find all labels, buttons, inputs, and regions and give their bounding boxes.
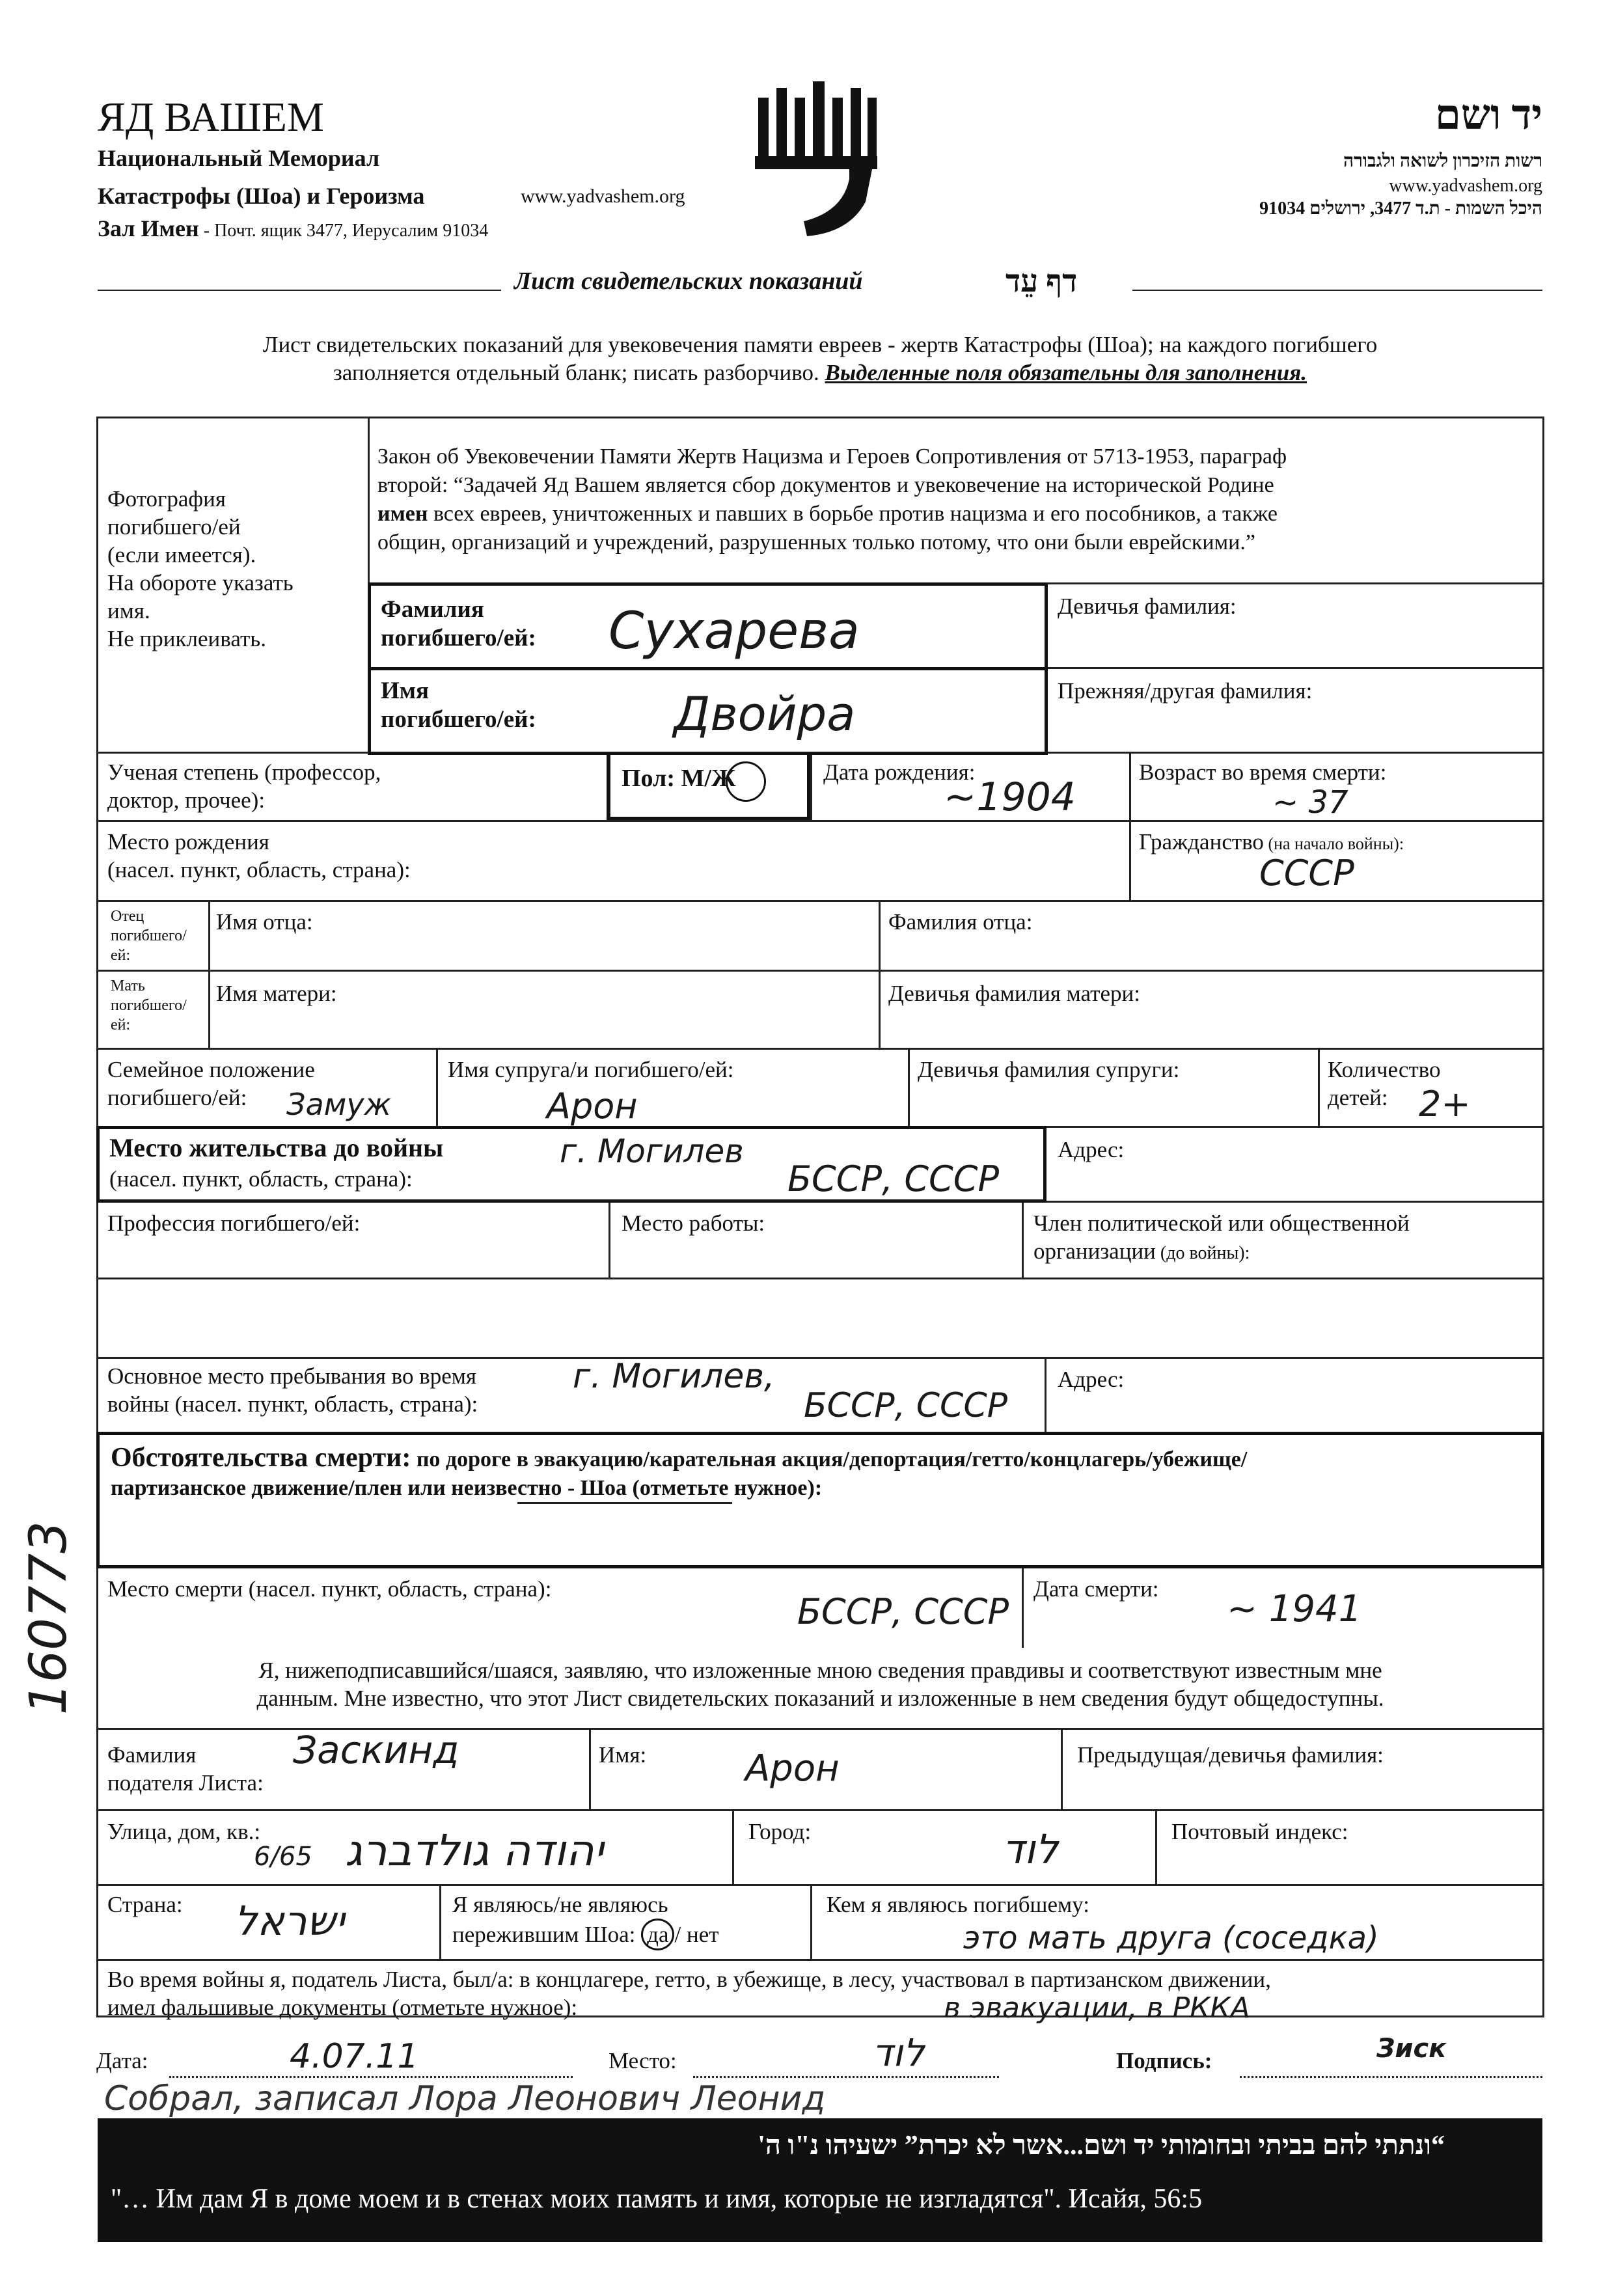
spouse-value[interactable]: Арон	[547, 1086, 638, 1127]
residence-note: (насел. пункт, область, страна):	[109, 1166, 413, 1192]
intro-line1: Лист свидетельских показаний для увековечения памяти евреев - жертв Катастрофы (Шоа); на каждого погибшего	[262, 332, 1378, 357]
margin-record-number: 160773	[20, 1521, 78, 1715]
country-label: Страна:	[107, 1892, 183, 1917]
submitter-name-label: Имя:	[599, 1742, 647, 1768]
date-value[interactable]: 4.07.11	[290, 2037, 419, 2076]
father-tag: Отец погибшего/ ей:	[111, 908, 187, 964]
death-date-value[interactable]: ~ 1941	[1227, 1588, 1362, 1630]
mother-tag: Мать погибшего/ ей:	[111, 977, 187, 1033]
intro-plain: заполняется отдельный бланк; писать разборчиво.	[333, 360, 825, 385]
street-label: Улица, дом, кв.:	[107, 1819, 261, 1844]
hall-of-names: Зал Имен	[98, 215, 199, 241]
mother-maiden-label: Девичья фамилия матери:	[888, 981, 1140, 1006]
survivor-no[interactable]: нет	[686, 1922, 719, 1947]
citizenship-label: Гражданство (на начало войны):	[1139, 829, 1404, 854]
website-left: www.yadvashem.org	[521, 185, 685, 207]
children-label: Количество детей:	[1328, 1057, 1441, 1110]
signature-value[interactable]: Зиск	[1376, 2034, 1447, 2064]
first-name-label: Имя погибшего/ей:	[381, 677, 536, 733]
relation-value[interactable]: это мать друга (соседка)	[963, 1920, 1379, 1956]
city-value[interactable]: לוד	[1002, 1825, 1058, 1873]
date-line	[169, 2076, 573, 2078]
footer-quote-he: “ונתתי להם בביתי ובחומותי יד ושם...אשר לא יכרת” ישעיהו נ"ו ה'	[758, 2131, 1445, 2161]
father-name-label: Имя отца:	[216, 909, 313, 935]
country-value[interactable]: ישראל	[234, 1897, 345, 1945]
law-text: Закон об Увековечении Памяти Жертв Нацизма и Героев Сопротивления от 5713-1953, параграф второй: “Задачей Яд Вашем является сбор документов и увековечение на исторической Родине имен всех евреев, уничтоженных и павших в борьбе против нацизма и его пособников, а также общин, организаций и учреждений, разрушенных только потому, что они были еврейскими.”	[377, 444, 1287, 554]
sex-circle-mark	[726, 761, 766, 802]
wartime-place-city[interactable]: г. Могилев,	[573, 1357, 775, 1396]
city-label: Город:	[748, 1819, 812, 1844]
org-sub1: Национальный Мемориал	[98, 145, 380, 171]
footer-quote-band	[98, 2118, 1542, 2242]
profession-label: Профессия погибшего/ей:	[107, 1210, 361, 1236]
war-experience-label: Во время войны я, податель Листа, был/а: в концлагере, гетто, в убежище, в лесу, участвовал в партизанском движении, имел фальшивые документы (отметьте нужное):	[107, 1967, 1271, 2020]
place-value[interactable]: לוד	[872, 2030, 925, 2075]
marital-label: Семейное положение погибшего/ей:	[107, 1057, 315, 1110]
website-right: www.yadvashem.org	[1389, 176, 1542, 196]
unknown-shoa-underline	[517, 1502, 732, 1504]
po-box: - Почт. ящик 3477, Иерусалим 91034	[198, 221, 489, 241]
mother-name-label: Имя матери:	[216, 981, 337, 1006]
declaration-text: Я, нижеподписавшийся/шаяся, заявляю, что изложенные мною сведения правдивы и соответствуют известным мне данным. Мне известно, что этот Лист свидетельских показаний и изложенные в нем сведения будут общедоступны.	[256, 1658, 1384, 1711]
title-rule-right	[1132, 290, 1542, 291]
date-label: Дата:	[96, 2048, 148, 2073]
survivor-label: Я являюсь/не являюсь пережившим Шоа: да / нет	[452, 1891, 719, 1950]
birth-date-value[interactable]: ~1904	[944, 774, 1076, 820]
street-value[interactable]: 6/65	[254, 1842, 312, 1872]
maiden-name-label: Девичья фамилия:	[1058, 594, 1237, 619]
survivor-yes[interactable]: да	[641, 1919, 674, 1950]
street-value-he[interactable]: יהודה גולדברג	[345, 1825, 604, 1876]
org-name-he: יד ושם	[1434, 92, 1542, 138]
membership-label: Член политической или общественной организации (до войны):	[1033, 1210, 1410, 1264]
yad-vashem-logo-icon	[752, 81, 879, 238]
signature-label: Подпись:	[1116, 2048, 1212, 2073]
prev-surname-label: Прежняя/другая фамилия:	[1058, 678, 1313, 704]
death-place-label: Место смерти (насел. пункт, область, страна):	[107, 1576, 552, 1602]
residence-value-country[interactable]: БССР, СССР	[787, 1158, 1000, 1199]
form-title-he: דף עֵד	[1005, 264, 1078, 299]
children-value[interactable]: 2+	[1419, 1084, 1471, 1125]
age-label: Возраст во время смерти:	[1139, 759, 1387, 785]
org-sub2: Катастрофы (Шоа) и Героизма	[98, 183, 425, 209]
citizenship-value[interactable]: СССР	[1259, 853, 1354, 894]
place-label: Место:	[609, 2048, 677, 2073]
sex-label: Пол: М/Ж	[622, 765, 736, 792]
intro-line2	[98, 360, 1542, 386]
birthplace-label: Место рождения (насел. пункт, область, страна):	[107, 829, 411, 882]
birth-date-label: Дата рождения:	[823, 759, 976, 785]
residence-value-city[interactable]: г. Могилев	[560, 1132, 744, 1170]
first-name-value[interactable]: Двойра	[674, 687, 856, 741]
spouse-maiden-label: Девичья фамилия супруги:	[918, 1057, 1180, 1082]
photo-label: Фотография погибшего/ей (если имеется). На обороте указать имя. Не приклеивать.	[107, 486, 294, 651]
relation-label: Кем я являюсь погибшему:	[827, 1892, 1089, 1917]
workplace-label: Место работы:	[622, 1210, 765, 1236]
wartime-place-label: Основное место пребывания во время войны (насел. пункт, область, страна):	[107, 1363, 478, 1417]
zip-label: Почтовый индекс:	[1171, 1819, 1348, 1844]
org-name-ru: ЯД ВАШЕМ	[98, 94, 324, 140]
place-line	[693, 2076, 999, 2078]
org-sub1-he: רשות הזיכרון לשואה ולגבורה	[1343, 151, 1542, 171]
death-place-value[interactable]: БССР, СССР	[797, 1591, 1009, 1632]
form-title: Лист свидетельских показаний	[514, 267, 863, 295]
title-rule-left	[98, 290, 501, 291]
signature-line	[1240, 2076, 1542, 2078]
footer-quote-ru: "… Им дам Я в доме моем и в стенах моих память и имя, которые не изгладятся". Исайя, 56:5	[111, 2184, 1203, 2214]
submitter-name-value[interactable]: Арон	[745, 1747, 840, 1790]
intro-emphasis: Выделенные поля обязательны для заполнения.	[825, 360, 1307, 385]
circumstances-options: партизанское движение/плен или неизвестно - Шоа (отметьте нужное):	[111, 1476, 823, 1500]
father-surname-label: Фамилия отца:	[888, 909, 1033, 935]
degree-label: Ученая степень (профессор, доктор, прочее):	[107, 759, 381, 813]
wartime-place-country[interactable]: БССР, СССР	[804, 1386, 1007, 1425]
circumstances-label: Обстоятельства смерти: по дороге в эвакуацию/карательная акция/депортация/гетто/концлагерь/убежище/	[111, 1443, 1248, 1473]
death-date-label: Дата смерти:	[1033, 1576, 1159, 1602]
address-label: Адрес:	[1058, 1137, 1125, 1162]
collector-note: Собрал, записал Лора Леонович Леонид	[104, 2079, 826, 2118]
org-sub3-he: היכל השמות - ת.ד 3477, ירושלים 91034	[1259, 198, 1542, 219]
war-experience-value[interactable]: в эвакуации, в РККА	[944, 1991, 1250, 2025]
wartime-address-label: Адрес:	[1058, 1367, 1125, 1392]
surname-value[interactable]: Сухарева	[609, 602, 860, 661]
marital-value[interactable]: Замуж	[286, 1087, 392, 1122]
org-sub3	[98, 215, 488, 242]
residence-label: Место жительства до войны	[109, 1133, 444, 1162]
submitter-surname-label: Фамилия подателя Листа:	[107, 1742, 264, 1796]
surname-label: Фамилия погибшего/ей:	[381, 596, 536, 651]
spouse-label: Имя супруга/и погибшего/ей:	[448, 1057, 734, 1082]
submitter-prev-label: Предыдущая/девичья фамилия:	[1077, 1742, 1384, 1768]
age-value[interactable]: ~ 37	[1272, 784, 1348, 821]
submitter-surname-value[interactable]: Заскинд	[293, 1728, 459, 1772]
